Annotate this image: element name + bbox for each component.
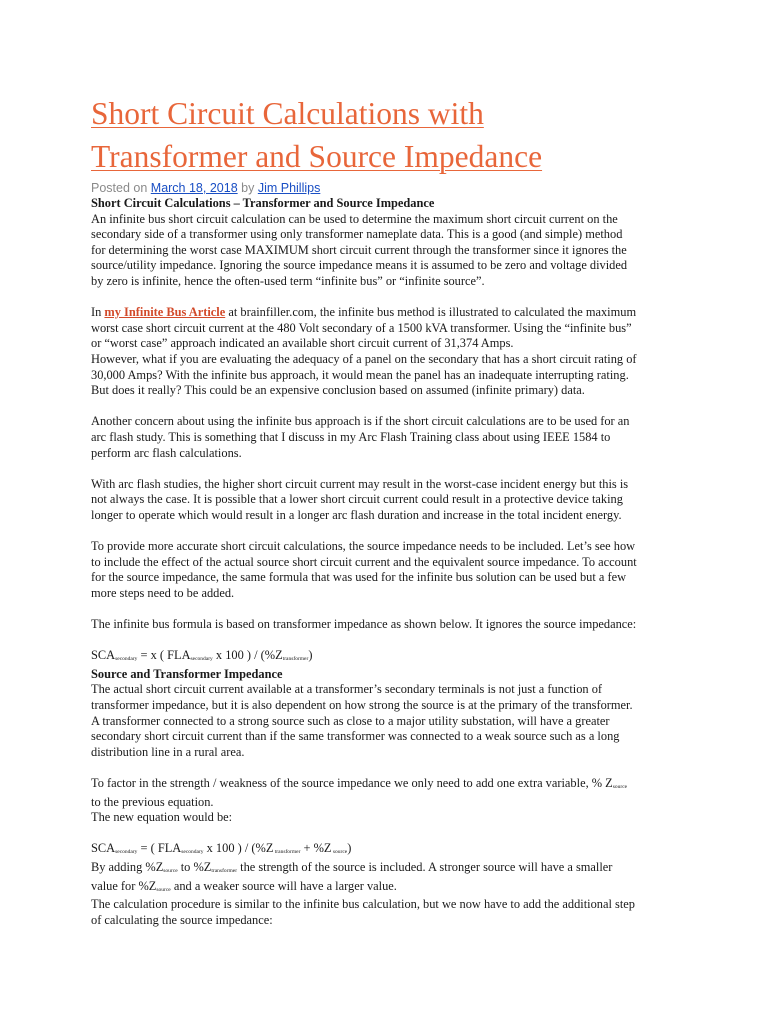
sub-source: source bbox=[612, 783, 628, 790]
eq-sca: SCA bbox=[91, 841, 116, 856]
paragraph-line: by zero is infinite, hence the often-used term “infinite bus” or “infinite source”. bbox=[91, 273, 485, 288]
paragraph-9 bbox=[91, 860, 681, 897]
paragraph-line: to the previous equation. bbox=[91, 794, 214, 809]
paragraph-line bbox=[91, 860, 681, 879]
eq-part: x 100 ) / (%Z bbox=[212, 648, 283, 663]
spacer bbox=[91, 826, 681, 842]
eq-part: = x ( FLA bbox=[137, 648, 191, 663]
eq-sub-secondary: secondary bbox=[115, 849, 138, 856]
spacer bbox=[91, 399, 681, 415]
paragraph-line: for the source impedance, the same formula that was used for the infinite bus solution can be used but a few bbox=[91, 570, 627, 585]
paragraph-line: transformer impedance, but it is also dependent on how strong the source is at the primary of the transformer. bbox=[91, 698, 633, 712]
equation-with-source bbox=[91, 841, 681, 860]
text: the strength of the source is included. A stronger source will have a smaller bbox=[237, 859, 613, 874]
article bbox=[91, 92, 681, 928]
paragraph-line: more steps need to be added. bbox=[91, 585, 235, 600]
paragraph-2 bbox=[91, 305, 681, 399]
eq-sca: SCA bbox=[91, 648, 116, 663]
paragraph-line: But does it really? This could be an expensive conclusion based on assumed (infinite primary) data. bbox=[91, 383, 585, 398]
by-label: by bbox=[241, 181, 255, 195]
text: In bbox=[91, 305, 105, 320]
paragraph-line: 30,000 Amps? With the infinite bus approach, it would mean the panel has an inadequate interrupting rating. bbox=[91, 367, 629, 382]
infinite-bus-article-link[interactable]: my Infinite Bus Article bbox=[104, 305, 226, 320]
title-line-1[interactable]: Short Circuit Calculations with bbox=[91, 96, 484, 131]
spacer bbox=[91, 633, 681, 649]
post-meta bbox=[91, 180, 681, 196]
spacer bbox=[91, 290, 681, 306]
paragraph-line: perform arc flash calculations. bbox=[91, 445, 242, 460]
paragraph-line: An infinite bus short circuit calculation can be used to determine the maximum short circuit current on the bbox=[91, 211, 618, 226]
title-line-2[interactable]: Transformer and Source Impedance bbox=[91, 139, 543, 174]
spacer bbox=[91, 601, 681, 617]
paragraph-line: of calculating the source impedance: bbox=[91, 912, 273, 927]
eq-sub-secondary: secondary bbox=[181, 849, 204, 856]
eq-part: x 100 ) / (%Z bbox=[203, 841, 274, 856]
spacer bbox=[91, 523, 681, 539]
paragraph-10 bbox=[91, 897, 681, 928]
eq-sub-source: source bbox=[331, 849, 348, 856]
sub-source: source bbox=[163, 867, 178, 874]
paragraph-6: The infinite bus formula is based on transformer impedance as shown below. It ignores the source impedance: bbox=[91, 617, 637, 632]
paragraph-line: secondary short circuit current than if the same transformer was connected to a weak source such as a long bbox=[91, 729, 620, 744]
paragraph-line bbox=[91, 305, 681, 321]
sub-transformer: transformer bbox=[211, 867, 238, 874]
eq-sub-secondary: secondary bbox=[115, 656, 138, 663]
text: at brainfiller.com, the infinite bus method is illustrated to calculated the maximum bbox=[225, 305, 637, 320]
text: to %Z bbox=[177, 859, 212, 874]
paragraph-line: The new equation would be: bbox=[91, 810, 233, 825]
paragraph-line: for determining the worst case MAXIMUM short circuit current through the transformer since it ignores the bbox=[91, 242, 627, 257]
paragraph-line: worst case short circuit current at the 480 Volt secondary of a 1500 kVA transformer. Using the “infinite bus” bbox=[91, 320, 632, 335]
article-title[interactable] bbox=[91, 92, 681, 178]
paragraph-line: or “worst case” approach indicated an available short circuit current of 31,374 Amps. bbox=[91, 336, 514, 351]
paragraph-line: arc flash study. This is something that I discuss in my Arc Flash Training class about using IEEE 1584 to bbox=[91, 429, 611, 444]
paragraph-line bbox=[91, 776, 681, 795]
paragraph-7 bbox=[91, 682, 681, 760]
paragraph-3 bbox=[91, 414, 681, 461]
paragraph-line: not always the case. It is possible that a lower short circuit current could result in a protective device taking bbox=[91, 492, 623, 507]
paragraph-line: To provide more accurate short circuit calculations, the source impedance needs to be included. Let’s see how bbox=[91, 539, 636, 554]
paragraph-line: longer to operate which would result in a longer arc flash duration and increase in the total incident energy. bbox=[91, 507, 622, 522]
paragraph-line: distribution line in a rural area. bbox=[91, 744, 245, 759]
heading-source-transformer-impedance: Source and Transformer Impedance bbox=[91, 666, 283, 681]
paragraph-line: secondary side of a transformer using only transformer nameplate data. This is a good (and simple) method bbox=[91, 227, 623, 242]
paragraph-5 bbox=[91, 539, 681, 601]
text: By adding %Z bbox=[91, 859, 164, 874]
text: and a weaker source will have a larger value. bbox=[170, 878, 397, 893]
eq-part: ) bbox=[308, 648, 313, 663]
equation-infinite-bus bbox=[91, 648, 681, 667]
paragraph-4 bbox=[91, 477, 681, 524]
paragraph-line: to include the effect of the actual source short circuit current and the equivalent source impedance. To account bbox=[91, 554, 637, 569]
paragraph-line bbox=[91, 879, 681, 898]
paragraph-line: Another concern about using the infinite bus approach is if the short circuit calculations are to be used for an bbox=[91, 414, 630, 429]
text: value for %Z bbox=[91, 878, 157, 893]
post-date-link[interactable]: March 18, 2018 bbox=[150, 181, 238, 195]
paragraph-line: However, what if you are evaluating the adequacy of a panel on the secondary that has a short circuit rating of bbox=[91, 351, 637, 366]
paragraph-line: The actual short circuit current available at a transformer’s secondary terminals is not just a function of bbox=[91, 682, 603, 697]
paragraph-line: A transformer connected to a strong source such as close to a major utility substation, will have a greater bbox=[91, 713, 610, 728]
paragraph-line: With arc flash studies, the higher short circuit current may result in the worst-case incident energy but this is bbox=[91, 476, 629, 491]
eq-part: + %Z bbox=[300, 841, 332, 856]
paragraph-line: The calculation procedure is similar to the infinite bus calculation, but we now have to add the additional step bbox=[91, 897, 635, 912]
paragraph-8 bbox=[91, 776, 681, 826]
spacer bbox=[91, 461, 681, 477]
text: To factor in the strength / weakness of the source impedance we only need to add one extra variable, % Z bbox=[91, 775, 613, 790]
paragraph-1 bbox=[91, 212, 681, 290]
posted-on-label: Posted on bbox=[91, 181, 148, 195]
spacer bbox=[91, 760, 681, 776]
eq-part: = ( FLA bbox=[137, 841, 182, 856]
paragraph-line: source/utility impedance. Ignoring the source impedance means it is assumed to be zero and voltage divided bbox=[91, 258, 628, 273]
article-subheading: Short Circuit Calculations – Transformer and Source Impedance bbox=[91, 196, 435, 210]
sub-source: source bbox=[156, 886, 171, 893]
author-link[interactable]: Jim Phillips bbox=[257, 181, 321, 195]
eq-sub-secondary: secondary bbox=[190, 656, 213, 663]
eq-part: ) bbox=[347, 841, 352, 856]
eq-sub-transformer: transformer bbox=[273, 849, 301, 856]
eq-sub-transformer: transformer bbox=[282, 656, 309, 663]
